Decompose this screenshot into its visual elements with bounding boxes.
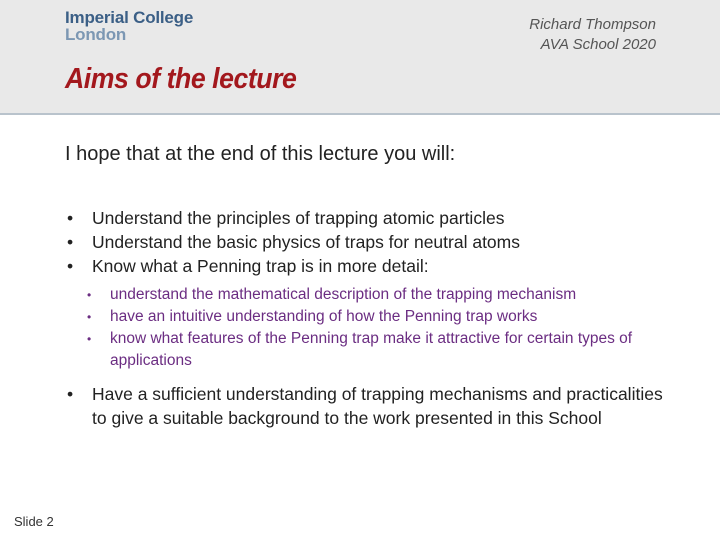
sub-bullet-text: know what features of the Penning trap make it attractive for certain types of applications bbox=[110, 330, 633, 369]
sub-bullet-text: have an intuitive understanding of how the Penning trap works bbox=[110, 308, 538, 325]
sub-bullet-icon: • bbox=[87, 332, 92, 346]
bullet-text: Know what a Penning trap is in more detail: bbox=[92, 256, 429, 276]
bullet-icon: • bbox=[67, 256, 74, 276]
sub-bullet-icon: • bbox=[87, 310, 92, 324]
bullet-item bbox=[65, 206, 665, 230]
bullet-icon: • bbox=[67, 232, 74, 252]
sub-bullet-text: understand the mathematical description of the trapping mechanism bbox=[110, 286, 577, 303]
bullet-text: Understand the basic physics of traps for neutral atoms bbox=[92, 232, 520, 252]
bullet-item bbox=[65, 230, 665, 254]
slide-title: Aims of the lecture bbox=[65, 63, 297, 95]
bullet-item bbox=[65, 382, 665, 430]
bullet-icon: • bbox=[67, 208, 74, 228]
bullet-item bbox=[65, 254, 665, 372]
sub-bullet-item bbox=[65, 306, 665, 328]
sub-bullet-item bbox=[65, 284, 665, 306]
intro-text: I hope that at the end of this lecture you will: bbox=[65, 143, 456, 165]
bullet-icon: • bbox=[67, 384, 74, 404]
author-event: AVA School 2020 bbox=[540, 36, 656, 53]
imperial-college-logo bbox=[65, 9, 193, 43]
sub-bullet-item bbox=[65, 328, 665, 372]
slide-number: Slide 2 bbox=[14, 514, 54, 529]
author-name: Richard Thompson bbox=[529, 16, 656, 33]
bullet-list bbox=[65, 206, 665, 430]
author-block bbox=[529, 15, 656, 55]
logo-line-1: Imperial College bbox=[65, 8, 194, 27]
logo-line-2: London bbox=[65, 25, 127, 44]
sub-bullet-list bbox=[65, 284, 665, 372]
sub-bullet-icon: • bbox=[87, 288, 92, 302]
bullet-text: Understand the principles of trapping atomic particles bbox=[92, 208, 505, 228]
bullet-text: Have a sufficient understanding of trapping mechanisms and practicalities to give a suitable background to the work presented in this School bbox=[92, 384, 663, 428]
slide-header bbox=[0, 0, 720, 115]
